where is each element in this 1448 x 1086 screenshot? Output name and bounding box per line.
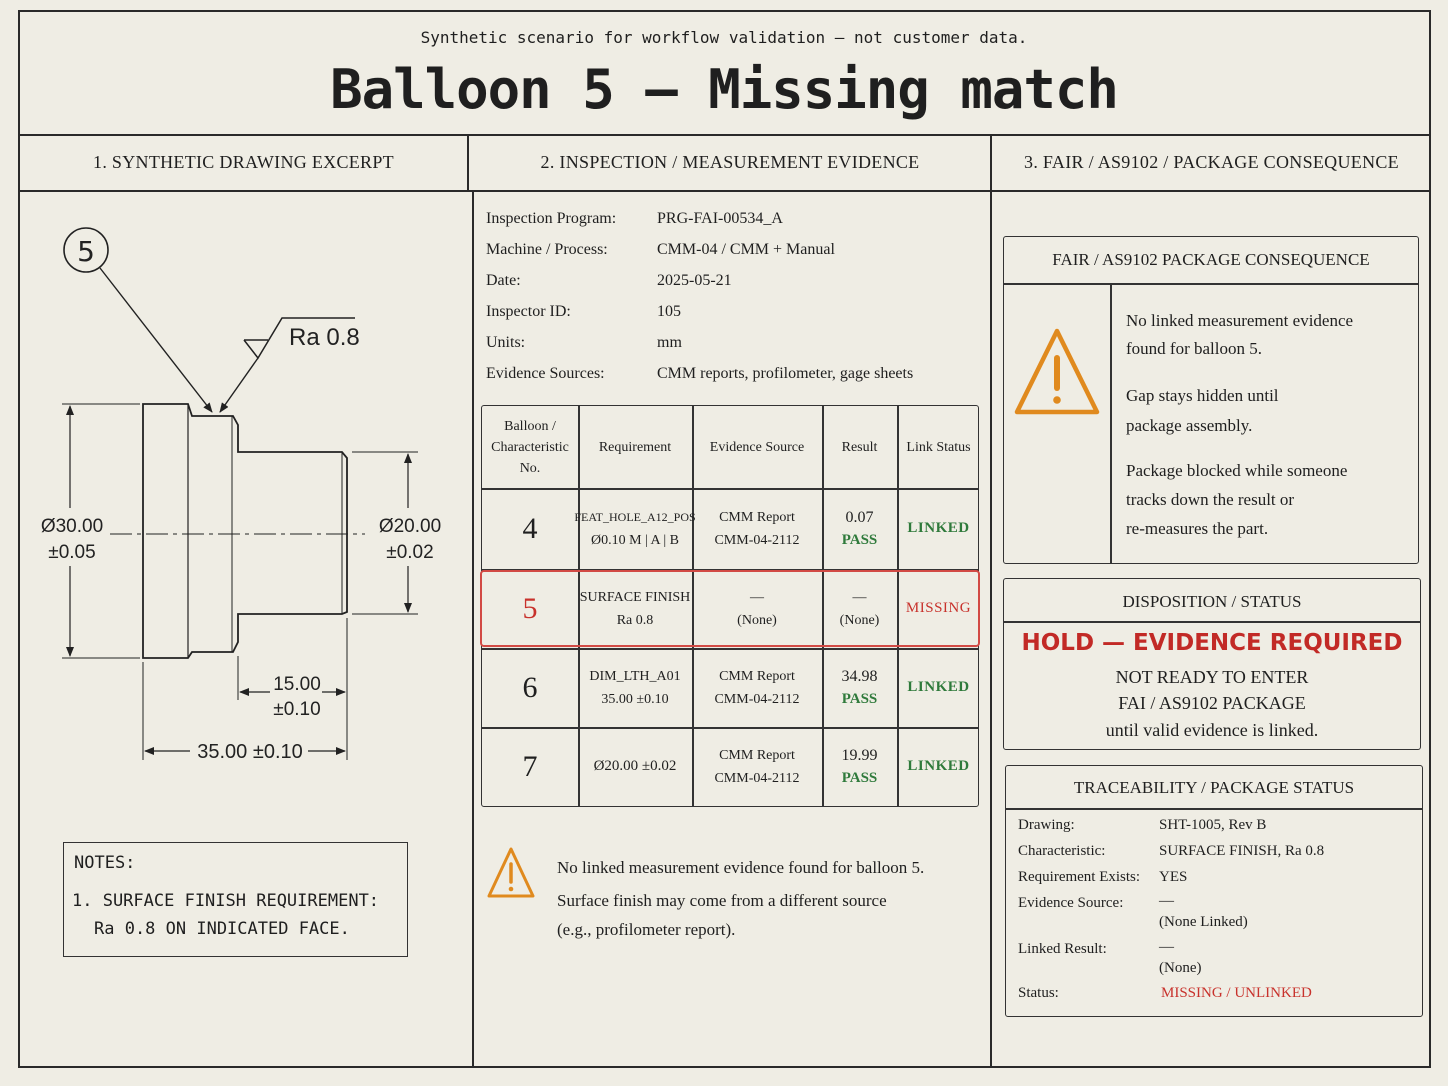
missing-row-highlight — [480, 570, 980, 647]
trace-value: — — [1159, 939, 1174, 955]
table-row-7-balloon: 7 — [522, 750, 538, 783]
svg-text:±0.10: ±0.10 — [273, 699, 321, 720]
header-balloon: Balloon / Characteristic No. — [491, 418, 569, 476]
hold-status: HOLD — EVIDENCE REQUIRED — [1021, 630, 1403, 656]
warning-text: No linked measurement evidence found for balloon 5. — [557, 858, 925, 877]
svg-text:35.00 ±0.10: 35.00 ±0.10 — [197, 741, 303, 763]
table-row-4-balloon: 4 — [522, 512, 538, 545]
consequence-text: found for balloon 5. — [1126, 339, 1262, 358]
column-heading-inspection: 2. INSPECTION / MEASUREMENT EVIDENCE — [540, 152, 920, 172]
column-heading-drawing: 1. SYNTHETIC DRAWING EXCERPT — [93, 152, 394, 172]
part-outline — [143, 404, 347, 658]
warning-icon — [1012, 326, 1102, 420]
trace-status-value: MISSING / UNLINKED — [1161, 985, 1312, 1001]
table-row-5-balloon: 5 — [522, 592, 538, 625]
notes-line: Ra 0.8 ON INDICATED FACE. — [94, 919, 350, 939]
consequence-text: No linked measurement evidence — [1126, 311, 1354, 330]
notes-line: 1. SURFACE FINISH REQUIREMENT: — [72, 891, 380, 911]
balloon-number: 5 — [77, 235, 95, 268]
trace-value: SURFACE FINISH, Ra 0.8 — [1159, 843, 1325, 859]
table-row-5-requirement: SURFACE FINISH Ra 0.8 — [579, 589, 691, 628]
consequence-text: re-measures the part. — [1126, 519, 1269, 538]
table-row-5-source: — (None) — [737, 589, 777, 628]
header-evidence-source: Evidence Source — [709, 439, 805, 455]
trace-value: (None) — [1159, 960, 1202, 976]
svg-text:15.00: 15.00 — [273, 674, 321, 695]
traceability-box — [1005, 765, 1423, 1017]
scenario-disclaimer: Synthetic scenario for workflow validation — not customer data. — [420, 28, 1028, 47]
trace-label: Requirement Exists: — [1018, 869, 1141, 885]
disposition-line: until valid evidence is linked. — [1105, 720, 1319, 740]
table-row-7-source: CMM Report CMM-04-2112 — [714, 747, 800, 786]
svg-text:±0.02: ±0.02 — [386, 542, 434, 563]
table-row-6-requirement: DIM_LTH_A01 35.00 ±0.10 — [589, 668, 681, 707]
table-row-6-status: LINKED — [907, 679, 970, 695]
svg-text:Ø30.00: Ø30.00 — [40, 516, 104, 537]
drawing-notes — [63, 842, 408, 957]
column-divider-1a — [467, 134, 469, 190]
warning-text: (e.g., profilometer report). — [557, 920, 736, 939]
warning-text: Surface finish may come from a different source — [557, 891, 887, 910]
traceability-title: TRACEABILITY / PACKAGE STATUS — [1073, 778, 1355, 797]
trace-label: Drawing: — [1018, 817, 1075, 833]
trace-value: (None Linked) — [1159, 914, 1248, 930]
column-heading-consequence: 3. FAIR / AS9102 / PACKAGE CONSEQUENCE — [1024, 152, 1399, 172]
header-result: Result — [841, 439, 878, 455]
table-row-4-result: 0.07 PASS — [841, 508, 878, 548]
disposition-title: DISPOSITION / STATUS — [1122, 592, 1302, 611]
trace-label: Evidence Source: — [1018, 895, 1124, 911]
table-row-6-balloon: 6 — [522, 671, 538, 704]
consequence-title: FAIR / AS9102 PACKAGE CONSEQUENCE — [1052, 250, 1370, 269]
table-row-6-source: CMM Report CMM-04-2112 — [714, 668, 800, 707]
table-row-5-result: — (None) — [839, 589, 880, 628]
svg-text:±0.05: ±0.05 — [48, 542, 96, 563]
table-row-7-result: 19.99 PASS — [841, 746, 878, 786]
consequence-text: tracks down the result or — [1126, 490, 1295, 509]
trace-value: — — [1159, 893, 1174, 909]
trace-value: YES — [1159, 869, 1188, 885]
trace-value: SHT-1005, Rev B — [1159, 817, 1267, 833]
consequence-text: package assembly. — [1126, 416, 1253, 435]
column-divider-2 — [990, 134, 992, 1067]
trace-label: Linked Result: — [1018, 941, 1107, 957]
header-requirement: Requirement — [598, 439, 672, 455]
consequence-text: Gap stays hidden until — [1126, 386, 1279, 405]
column-divider-1b — [472, 190, 474, 1067]
header-link-status: Link Status — [906, 439, 971, 455]
table-row-7-requirement: Ø20.00 ±0.02 — [593, 758, 677, 774]
page-title: Balloon 5 — Missing match — [330, 58, 1118, 121]
trace-label: Status: — [1018, 985, 1059, 1001]
notes-title: NOTES: — [74, 853, 136, 873]
table-row-5-status: MISSING — [905, 600, 972, 616]
column-header-divider — [18, 190, 1431, 192]
drawing-excerpt — [20, 195, 470, 835]
table-row-7-status: LINKED — [907, 758, 970, 774]
disposition-line: FAI / AS9102 PACKAGE — [1118, 693, 1306, 713]
disposition-line: NOT READY TO ENTER — [1115, 667, 1309, 687]
header-divider — [18, 134, 1431, 136]
svg-text:Ø20.00: Ø20.00 — [378, 516, 442, 537]
table-row-4-requirement: FEAT_HOLE_A12_POS Ø0.10 M | A | B — [574, 509, 696, 548]
warning-icon — [486, 846, 536, 902]
finish-callout: Ra 0.8 — [289, 324, 360, 351]
table-row-6-result: 34.98 PASS — [841, 667, 878, 707]
table-row-4-status: LINKED — [907, 520, 970, 536]
table-row-4-source: CMM Report CMM-04-2112 — [714, 509, 800, 548]
trace-label: Characteristic: — [1018, 843, 1106, 859]
consequence-text: Package blocked while someone — [1126, 461, 1348, 480]
